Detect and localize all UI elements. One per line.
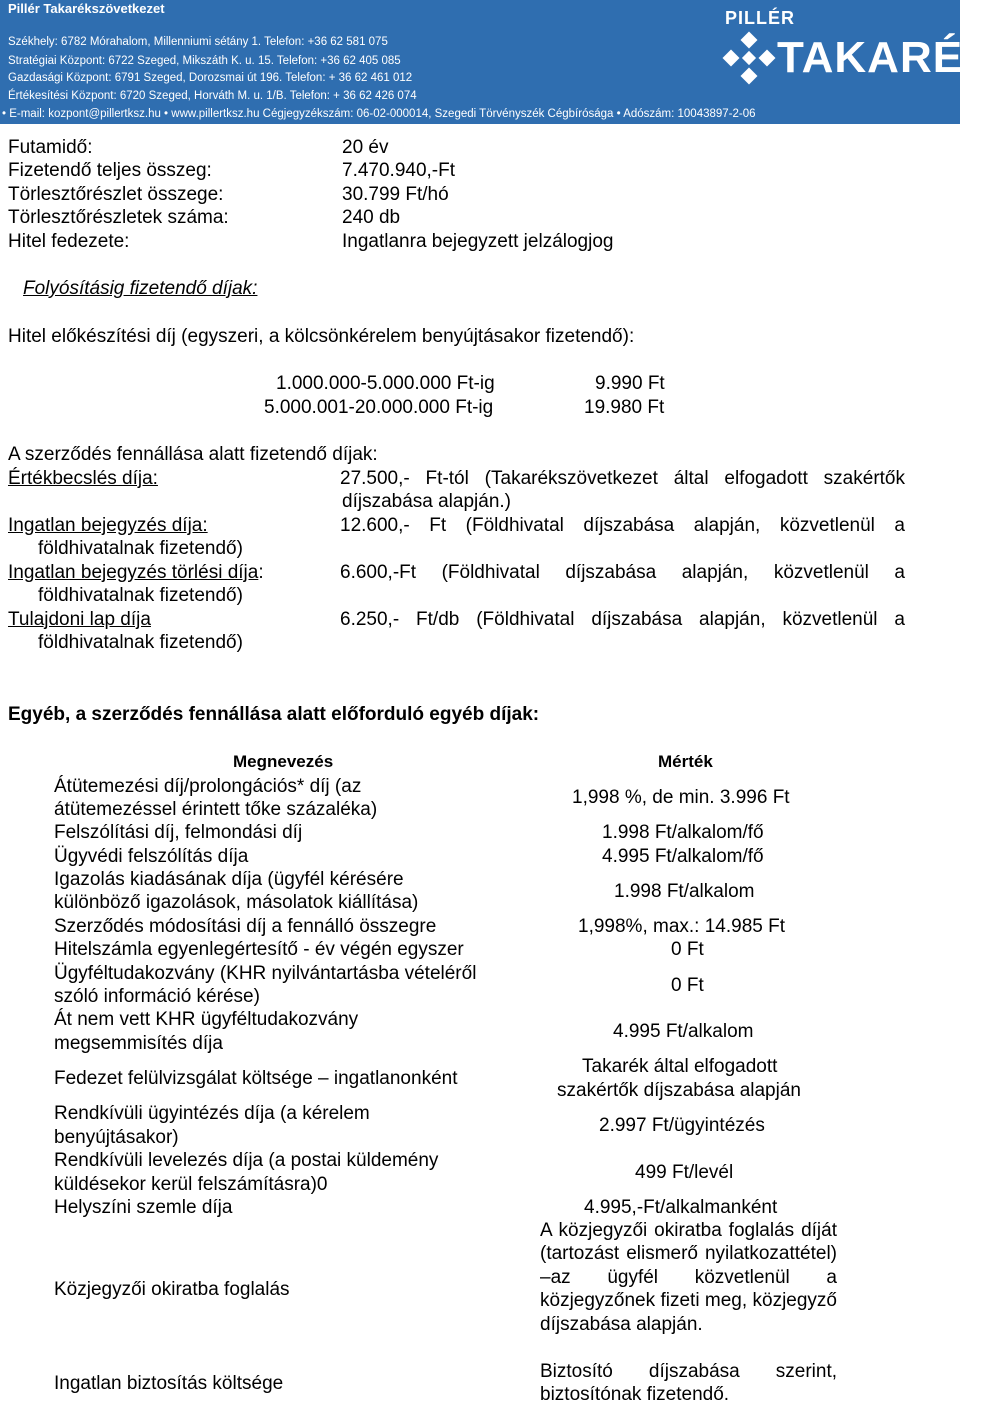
- fee-label: Ingatlan bejegyzés törlési díja: [8, 562, 259, 583]
- table-row-name: Szerződés módosítási díj a fennálló összegre: [54, 916, 437, 937]
- table-row-name: benyújtásakor): [54, 1127, 179, 1148]
- table-row-value: A közjegyzői okiratba foglalás díját (tartozást elismerő nyilatkozattétel) –az ügyfél közvetlenül a közjegyzőnek fizeti meg, közjegyző díjszabása alapján.: [540, 1220, 837, 1335]
- table-row-value: 0 Ft: [671, 939, 704, 960]
- table-row-name: átütemezéssel érintett tőke százaléka): [54, 799, 378, 820]
- table-row-name: Fedezet felülvizsgálat költsége – ingatlanonként: [54, 1068, 458, 1089]
- table-row-value: 1,998 %, de min. 3.996 Ft: [572, 787, 790, 808]
- tier-fee: 19.980 Ft: [584, 397, 665, 418]
- table-row-name: Ügyféltudakozvány (KHR nyilvántartásba vételéről: [54, 963, 477, 984]
- table-row-name: Hitelszámla egyenlegértesítő - év végén egyszer: [54, 939, 464, 960]
- tier-range: 1.000.000-5.000.000 Ft-ig: [276, 373, 495, 394]
- table-row-name: Ingatlan biztosítás költsége: [54, 1373, 284, 1394]
- fee-label-colon: :: [258, 562, 264, 583]
- section-heading: A szerződés fennállása alatt fizetendő díjak:: [8, 444, 378, 465]
- fee-label: Értékbecslés díja:: [8, 468, 158, 489]
- column-header: Mérték: [658, 752, 713, 771]
- table-row-value: Takarék által elfogadott: [582, 1056, 778, 1077]
- table-row-value: 1,998%, max.: 14.985 Ft: [578, 916, 786, 937]
- section-heading: Egyéb, a szerződés fennállása alatt előforduló egyéb díjak:: [8, 704, 540, 725]
- loan-label: Törlesztőrészletek száma:: [8, 207, 229, 228]
- table-row-value: szakértők díjszabása alapján: [557, 1080, 801, 1101]
- fee-label: Tulajdoni lap díja: [8, 609, 151, 630]
- table-row-name: küldésekor kerül felszámításra)0: [54, 1174, 328, 1195]
- letterhead: [0, 0, 996, 124]
- header-line: Székhely: 6782 Mórahalom, Millenniumi sétány 1. Telefon: +36 62 581 075: [8, 36, 388, 48]
- table-row-name: Helyszíni szemle díja: [54, 1197, 233, 1218]
- table-row-value: 4.995 Ft/alkalom/fő: [602, 846, 764, 867]
- loan-label: Futamidő:: [8, 137, 93, 158]
- loan-value: 20 év: [342, 137, 389, 158]
- table-row-name: Átütemezési díj/prolongációs* díj (az: [54, 776, 362, 797]
- section-heading: Folyósításig fizetendő díjak:: [23, 278, 258, 299]
- loan-value: 7.470.940,-Ft: [342, 160, 456, 181]
- loan-value: Ingatlanra bejegyzett jelzálogjog: [342, 231, 614, 252]
- table-row-value: 4.995 Ft/alkalom: [613, 1021, 754, 1042]
- prep-fee-text: Hitel előkészítési díj (egyszeri, a kölcsönkérelem benyújtásakor fizetendő):: [8, 326, 635, 347]
- logo-top-text: PILLÉR: [725, 8, 796, 28]
- loan-value: 240 db: [342, 207, 401, 228]
- tier-range: 5.000.001-20.000.000 Ft-ig: [264, 397, 494, 418]
- fee-value: díjszabása alapján.): [342, 491, 511, 512]
- fee-label-wrap: [8, 561, 264, 584]
- fee-value: földhivatalnak fizetendő): [38, 585, 243, 606]
- tier-fee: 9.990 Ft: [595, 373, 665, 394]
- table-row-name: Rendkívüli levelezés díja (a postai küldemény: [54, 1150, 439, 1171]
- fee-value: földhivatalnak fizetendő): [38, 538, 243, 559]
- table-row-name: Közjegyzői okiratba foglalás: [54, 1279, 290, 1300]
- loan-label: Hitel fedezete:: [8, 231, 130, 252]
- loan-label: Fizetendő teljes összeg:: [8, 160, 212, 181]
- table-row-value: 0 Ft: [671, 975, 704, 996]
- fee-value: 6.250,- Ft/db (Földhivatal díjszabása alapján, közvetlenül a: [340, 609, 905, 630]
- table-row-name: Át nem vett KHR ügyféltudakozvány: [54, 1009, 359, 1030]
- org-name: Pillér Takarékszövetkezet: [8, 1, 165, 16]
- loan-label: Törlesztőrészlet összege:: [8, 184, 224, 205]
- logo-word: TAKARÉK: [777, 33, 996, 82]
- table-row-value: 2.997 Ft/ügyintézés: [599, 1115, 765, 1136]
- fee-label: Ingatlan bejegyzés díja:: [8, 515, 208, 536]
- header-line: Gazdasági Központ: 6791 Szeged, Dorozsmai út 196. Telefon: + 36 62 461 012: [8, 72, 413, 84]
- table-row-value: 1.998 Ft/alkalom: [614, 881, 755, 902]
- table-row-value: 4.995,-Ft/alkalmanként: [584, 1197, 778, 1218]
- loan-value: 30.799 Ft/hó: [342, 184, 449, 205]
- fee-value: földhivatalnak fizetendő): [38, 632, 243, 653]
- header-line: Stratégiai Központ: 6722 Szeged, Mikszáth K. u. 15. Telefon: +36 62 405 085: [8, 55, 401, 67]
- fee-value: 12.600,- Ft (Földhivatal díjszabása alapján, közvetlenül a: [340, 515, 905, 536]
- table-row-name: Felszólítási díj, felmondási díj: [54, 822, 303, 843]
- fee-value: 27.500,- Ft-tól (Takarékszövetkezet által elfogadott szakértők: [340, 468, 905, 489]
- table-row-name: szóló információ kérése): [54, 986, 260, 1007]
- table-row-value: 499 Ft/levél: [635, 1162, 734, 1183]
- table-row-name: Ügyvédi felszólítás díja: [54, 846, 249, 867]
- fee-value: 6.600,-Ft (Földhivatal díjszabása alapján, közvetlenül a: [340, 562, 905, 583]
- table-row-name: megsemmisítés díja: [54, 1033, 223, 1054]
- table-row-name: különböző igazolások, másolatok kiállítása): [54, 892, 419, 913]
- table-row-name: Igazolás kiadásának díja (ügyfél kérésére: [54, 869, 404, 890]
- table-row-value: Biztosító díjszabása szerint, biztosítónak fizetendő.: [540, 1361, 837, 1406]
- header-line: Értékesítési Központ: 6720 Szeged, Horváth M. u. 1/B. Telefon: + 36 62 426 074: [8, 90, 417, 102]
- header-contact-line: • E-mail: kozpont@pillertksz.hu • www.pillertksz.hu Cégjegyzékszám: 06-02-000014, Szegedi Törvényszék Cégbírósága • Adószám: 10043897-2-06: [2, 108, 756, 120]
- column-header: Megnevezés: [233, 752, 334, 771]
- table-row-name: Rendkívüli ügyintézés díja (a kérelem: [54, 1103, 370, 1124]
- logo-mark-icon: [723, 32, 775, 84]
- table-row-value: 1.998 Ft/alkalom/fő: [602, 822, 764, 843]
- takarek-logo: [719, 4, 996, 86]
